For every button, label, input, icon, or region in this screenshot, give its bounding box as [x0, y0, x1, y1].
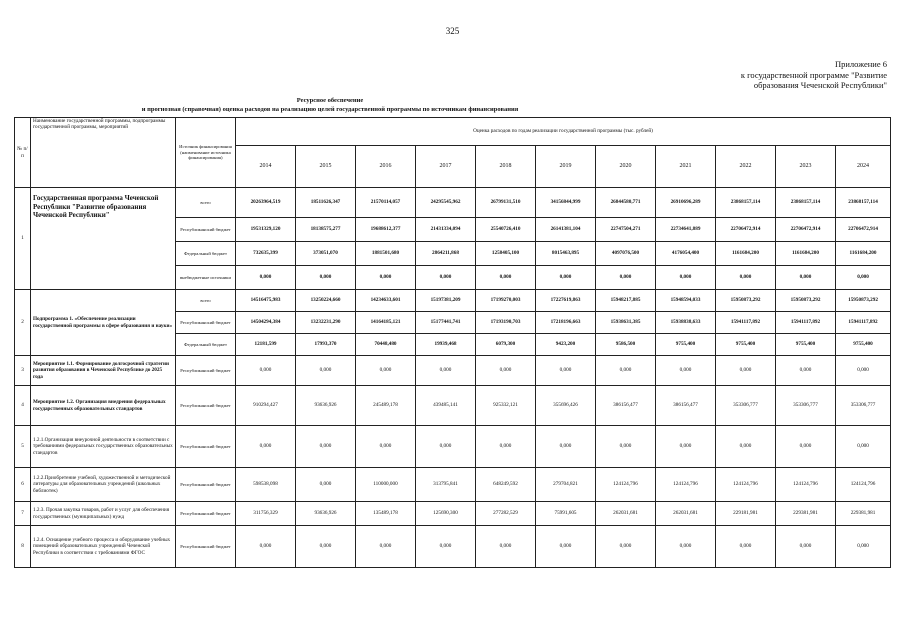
amount-cell: 353306,777 — [836, 386, 891, 426]
amount-cell: 26141381,104 — [536, 218, 596, 242]
appendix-line-3: образования Чеченской Республики" — [753, 80, 887, 90]
amount-cell: 0,000 — [596, 356, 656, 386]
header-year: 2016 — [356, 146, 416, 188]
amount-cell: 0,000 — [656, 526, 716, 568]
amount-cell: 15948594,033 — [656, 290, 716, 312]
amount-cell: 245489,178 — [356, 386, 416, 426]
amount-cell: 0,000 — [416, 266, 476, 290]
appendix-note — [741, 59, 887, 91]
amount-cell: 22706472,914 — [836, 218, 891, 242]
table-row — [15, 290, 891, 312]
funding-source: всего — [176, 290, 236, 312]
table-row — [15, 526, 891, 568]
amount-cell: 0,000 — [596, 266, 656, 290]
amount-cell: 598538,098 — [236, 468, 296, 502]
header-year: 2014 — [236, 146, 296, 188]
amount-cell: 0,000 — [716, 356, 776, 386]
amount-cell: 18511626,347 — [296, 188, 356, 218]
amount-cell: 0,000 — [716, 266, 776, 290]
funding-source: Республиканский бюджет — [176, 468, 236, 502]
amount-cell: 732635,399 — [236, 242, 296, 266]
amount-cell: 0,000 — [656, 426, 716, 468]
header-year: 2022 — [716, 146, 776, 188]
amount-cell: 0,000 — [536, 526, 596, 568]
amount-cell: 9755,400 — [776, 334, 836, 356]
header-year: 2019 — [536, 146, 596, 188]
amount-cell: 0,000 — [416, 426, 476, 468]
amount-cell: 34156844,999 — [536, 188, 596, 218]
amount-cell: 26799131,510 — [476, 188, 536, 218]
table-row — [15, 426, 891, 468]
amount-cell: 648249,592 — [476, 468, 536, 502]
amount-cell: 12181,599 — [236, 334, 296, 356]
row-number: 4 — [15, 386, 31, 426]
amount-cell: 0,000 — [416, 526, 476, 568]
amount-cell: 26844580,771 — [596, 188, 656, 218]
table-body — [15, 188, 891, 568]
document-subtitle: и прогнозная (справочная) оценка расходов на реализацию целей государственной программы по источникам финансирования — [141, 106, 519, 113]
amount-cell: 15950873,292 — [836, 290, 891, 312]
resource-table — [14, 117, 891, 568]
amount-cell: 262031,681 — [656, 502, 716, 526]
row-name: Государственная программа Чеченской Республики "Развитие образования Чеченской Республики" — [31, 188, 176, 290]
row-number: 5 — [15, 426, 31, 468]
row-name: Мероприятие 1.2. Организация внедрения федеральных государственных образовательных стандартов — [31, 386, 176, 426]
appendix-line-2: к государственной программе "Развитие — [740, 69, 887, 80]
table-row — [15, 356, 891, 386]
amount-cell: 0,000 — [776, 526, 836, 568]
amount-cell: 124124,796 — [836, 468, 891, 502]
amount-cell: 21431334,094 — [416, 218, 476, 242]
amount-cell: 70448,480 — [356, 334, 416, 356]
amount-cell: 4097076,500 — [596, 242, 656, 266]
amount-cell: 0,000 — [236, 266, 296, 290]
amount-cell: 0,000 — [296, 266, 356, 290]
amount-cell: 15950873,292 — [776, 290, 836, 312]
document-title: Ресурсное обеспечение — [296, 97, 364, 104]
amount-cell: 0,000 — [836, 356, 891, 386]
funding-source: Республиканский бюджет — [176, 426, 236, 468]
funding-source: Республиканский бюджет — [176, 218, 236, 242]
amount-cell: 925332,121 — [476, 386, 536, 426]
funding-source: Республиканский бюджет — [176, 526, 236, 568]
header-source: Источник финансирования (наименование источника финансирования) — [176, 118, 236, 188]
amount-cell: 0,000 — [596, 426, 656, 468]
page-number: 325 — [445, 26, 460, 36]
amount-cell: 0,000 — [476, 526, 536, 568]
amount-cell: 9423,200 — [536, 334, 596, 356]
amount-cell: 0,000 — [596, 526, 656, 568]
row-name: 1.2.4. Оснащение учебного процесса и оборудование учебных помещений образовательных учреждений Чеченской Республики в соответствии с требованиями ФГОС — [31, 526, 176, 568]
amount-cell: 0,000 — [776, 356, 836, 386]
row-name: 1.2.2.Приобретение учебной, художественной и методической литературы для образовательных учреждений (школьных библиотек) — [31, 468, 176, 502]
amount-cell: 13232231,290 — [296, 312, 356, 334]
amount-cell: 15938631,385 — [596, 312, 656, 334]
amount-cell: 229181,981 — [716, 502, 776, 526]
amount-cell: 23868157,114 — [776, 188, 836, 218]
amount-cell: 0,000 — [296, 526, 356, 568]
row-name: 1.2.3. Прочая закупка товаров, работ и услуг для обеспечения государственных (муниципальных) нужд — [31, 502, 176, 526]
amount-cell: 17199270,003 — [476, 290, 536, 312]
amount-cell: 9755,400 — [836, 334, 891, 356]
amount-cell: 124124,796 — [776, 468, 836, 502]
amount-cell: 279704,821 — [536, 468, 596, 502]
amount-cell: 0,000 — [656, 356, 716, 386]
amount-cell: 14234633,601 — [356, 290, 416, 312]
amount-cell: 0,000 — [476, 356, 536, 386]
amount-cell: 19939,468 — [416, 334, 476, 356]
amount-cell: 355696,426 — [536, 386, 596, 426]
amount-cell: 124124,796 — [656, 468, 716, 502]
amount-cell: 0,000 — [536, 356, 596, 386]
row-number: 8 — [15, 526, 31, 568]
amount-cell: 1161684,200 — [716, 242, 776, 266]
table-row — [15, 188, 891, 218]
amount-cell: 0,000 — [296, 426, 356, 468]
amount-cell: 17227619,863 — [536, 290, 596, 312]
amount-cell: 8015463,895 — [536, 242, 596, 266]
amount-cell: 2864211,868 — [416, 242, 476, 266]
amount-cell: 0,000 — [296, 468, 356, 502]
amount-cell: 0,000 — [236, 426, 296, 468]
amount-cell: 0,000 — [416, 356, 476, 386]
amount-cell: 0,000 — [656, 266, 716, 290]
amount-cell: 15948217,885 — [596, 290, 656, 312]
row-number: 3 — [15, 356, 31, 386]
header-year: 2024 — [836, 146, 891, 188]
header-year: 2015 — [296, 146, 356, 188]
row-name: Подпрограмма 1. «Обеспечение реализации государственной программы в сфере образования и науки» — [31, 290, 176, 356]
header-year: 2017 — [416, 146, 476, 188]
amount-cell: 9755,400 — [716, 334, 776, 356]
funding-source: Республиканский бюджет — [176, 312, 236, 334]
header-estimate: Оценка расходов по годам реализации государственной программы (тыс. рублей) — [236, 118, 891, 146]
amount-cell: 23868157,114 — [836, 188, 891, 218]
table-row — [15, 502, 891, 526]
amount-cell: 0,000 — [476, 426, 536, 468]
amount-cell: 15941117,892 — [776, 312, 836, 334]
amount-cell: 0,000 — [836, 526, 891, 568]
amount-cell: 262031,681 — [596, 502, 656, 526]
header-year: 2023 — [776, 146, 836, 188]
funding-source: Республиканский бюджет — [176, 356, 236, 386]
amount-cell: 0,000 — [836, 426, 891, 468]
row-number: 7 — [15, 502, 31, 526]
table-row — [15, 468, 891, 502]
amount-cell: 17218196,663 — [536, 312, 596, 334]
funding-source: Федеральный бюджет — [176, 334, 236, 356]
amount-cell: 26910696,289 — [656, 188, 716, 218]
amount-cell: 18138575,277 — [296, 218, 356, 242]
amount-cell: 93636,926 — [296, 502, 356, 526]
amount-cell: 14504294,384 — [236, 312, 296, 334]
amount-cell: 439485,141 — [416, 386, 476, 426]
amount-cell: 0,000 — [536, 266, 596, 290]
funding-source: Федеральный бюджет — [176, 242, 236, 266]
amount-cell: 1258405,100 — [476, 242, 536, 266]
amount-cell: 0,000 — [476, 266, 536, 290]
amount-cell: 135489,178 — [356, 502, 416, 526]
amount-cell: 0,000 — [836, 266, 891, 290]
amount-cell: 22706472,914 — [776, 218, 836, 242]
amount-cell: 229381,981 — [776, 502, 836, 526]
amount-cell: 9586,500 — [596, 334, 656, 356]
amount-cell: 9755,400 — [656, 334, 716, 356]
amount-cell: 0,000 — [536, 426, 596, 468]
amount-cell: 1161684,200 — [776, 242, 836, 266]
amount-cell: 0,000 — [356, 266, 416, 290]
row-number: 2 — [15, 290, 31, 356]
amount-cell: 13250224,660 — [296, 290, 356, 312]
amount-cell: 19531329,120 — [236, 218, 296, 242]
amount-cell: 14164185,121 — [356, 312, 416, 334]
amount-cell: 124124,796 — [716, 468, 776, 502]
funding-source: Республиканский бюджет — [176, 386, 236, 426]
amount-cell: 24295545,962 — [416, 188, 476, 218]
row-name: 1.2.1.Организация внеурочной деятельности в соответствии с требованиями федеральных государственных образовательных стандартов — [31, 426, 176, 468]
amount-cell: 25540726,410 — [476, 218, 536, 242]
amount-cell: 229381,981 — [836, 502, 891, 526]
amount-cell: 353306,777 — [716, 386, 776, 426]
amount-cell: 6079,300 — [476, 334, 536, 356]
amount-cell: 0,000 — [356, 526, 416, 568]
amount-cell: 19688612,377 — [356, 218, 416, 242]
amount-cell: 386156,477 — [656, 386, 716, 426]
amount-cell: 21570114,057 — [356, 188, 416, 218]
header-num: № п/п — [15, 118, 31, 188]
amount-cell: 15941117,892 — [836, 312, 891, 334]
amount-cell: 15941117,892 — [716, 312, 776, 334]
row-number: 6 — [15, 468, 31, 502]
amount-cell: 0,000 — [356, 356, 416, 386]
funding-source: внебюджетные источники — [176, 266, 236, 290]
appendix-line-1: Приложение 6 — [835, 59, 887, 69]
funding-source: Республиканский бюджет — [176, 502, 236, 526]
amount-cell: 23868157,114 — [716, 188, 776, 218]
amount-cell: 124124,796 — [596, 468, 656, 502]
amount-cell: 4176054,400 — [656, 242, 716, 266]
amount-cell: 0,000 — [776, 426, 836, 468]
header-year: 2020 — [596, 146, 656, 188]
table-row — [15, 386, 891, 426]
row-number: 1 — [15, 188, 31, 290]
amount-cell: 910294,427 — [236, 386, 296, 426]
amount-cell: 0,000 — [776, 266, 836, 290]
amount-cell: 110000,000 — [356, 468, 416, 502]
header-year: 2021 — [656, 146, 716, 188]
amount-cell: 0,000 — [716, 426, 776, 468]
amount-cell: 0,000 — [236, 526, 296, 568]
amount-cell: 15177441,741 — [416, 312, 476, 334]
amount-cell: 0,000 — [716, 526, 776, 568]
amount-cell: 22734641,889 — [656, 218, 716, 242]
amount-cell: 20263964,519 — [236, 188, 296, 218]
amount-cell: 15950873,292 — [716, 290, 776, 312]
amount-cell: 125690,300 — [416, 502, 476, 526]
amount-cell: 386156,477 — [596, 386, 656, 426]
amount-cell: 0,000 — [236, 356, 296, 386]
amount-cell: 313795,841 — [416, 468, 476, 502]
amount-cell: 373051,070 — [296, 242, 356, 266]
amount-cell: 0,000 — [356, 426, 416, 468]
amount-cell: 22747504,271 — [596, 218, 656, 242]
funding-source: всего — [176, 188, 236, 218]
header-name: Наименование государственной программы, подпрограммы государственной программы, мероприятий — [31, 118, 176, 188]
amount-cell: 1881501,680 — [356, 242, 416, 266]
amount-cell: 93636,926 — [296, 386, 356, 426]
amount-cell: 22706472,914 — [716, 218, 776, 242]
amount-cell: 17193190,703 — [476, 312, 536, 334]
amount-cell: 17993,370 — [296, 334, 356, 356]
amount-cell: 15938838,633 — [656, 312, 716, 334]
amount-cell: 311756,329 — [236, 502, 296, 526]
amount-cell: 0,000 — [296, 356, 356, 386]
amount-cell: 14516475,983 — [236, 290, 296, 312]
row-name: Мероприятие 1.1. Формирование долгосрочной стратегии развития образования в Чеченской Республике до 2025 года — [31, 356, 176, 386]
amount-cell: 15197381,209 — [416, 290, 476, 312]
amount-cell: 1161684,200 — [836, 242, 891, 266]
amount-cell: 353306,777 — [776, 386, 836, 426]
amount-cell: 277282,529 — [476, 502, 536, 526]
amount-cell: 75991,605 — [536, 502, 596, 526]
header-year: 2018 — [476, 146, 536, 188]
